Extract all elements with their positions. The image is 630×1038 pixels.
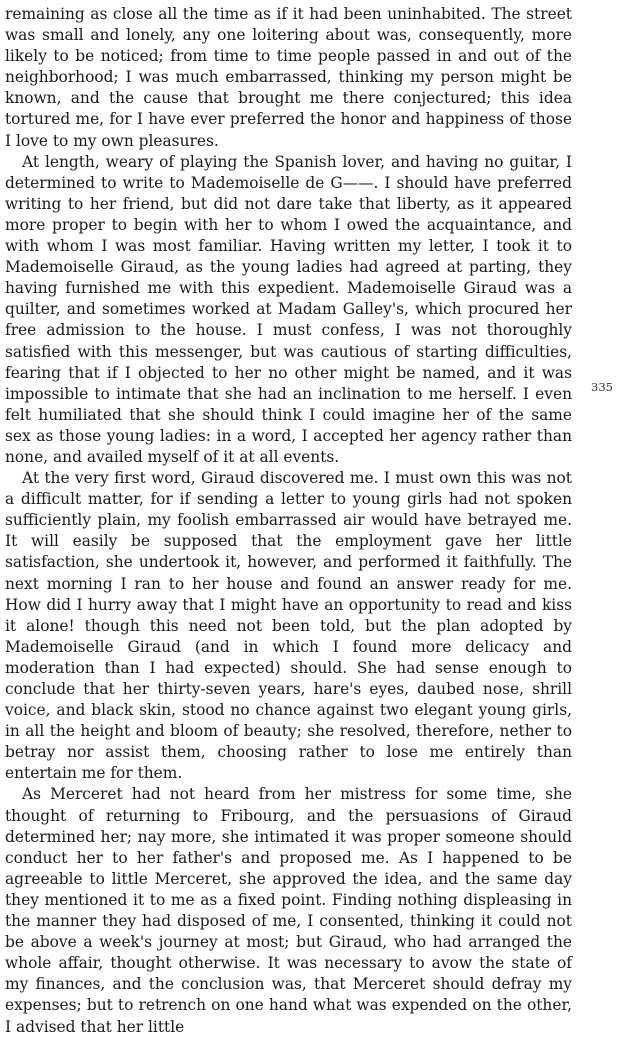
page-text — [5, 4, 572, 1038]
paragraph-2: At length, weary of playing the Spanish lover, and having no guitar, I determined to write to Mademoiselle de G——. I should have preferred writing to her friend, but did not dare take that liberty, as it appeared more proper to begin with her to whom I owed the acquaintance, and with whom I was most familiar. Having written my letter, I took it to Mademoiselle Giraud, as the young ladies had agreed at parting, they having furnished me with this expedient. Mademoiselle Giraud was a quilter, and sometimes worked at Madam Galley's, which procured her free admission to the house. I must confess, I was not thoroughly satisfied with this messenger, but was cautious of starting difficulties, fearing that if I objected to her no other might be named, and it was impossible to intimate that she had an inclination to me herself. I even felt humiliated that she should think I could imagine her of the same sex as those young ladies: in a word, I accepted her agency rather than none, and availed myself of it at all events. — [5, 152, 572, 466]
paragraph-1: remaining as close all the time as if it had been uninhabited. The street was small and lonely, any one loitering about was, consequently, more likely to be noticed; from time to time people passed in and out of the neighborhood; I was much embarrassed, thinking my person might be known, and the cause that brought me there conjectured; this idea tortured me, for I have ever preferred the honor and happiness of those I love to my own pleasures. — [5, 5, 572, 150]
paragraph-4: As Merceret had not heard from her mistress for some time, she thought of returning to Fribourg, and the persuasions of Giraud determined her; nay more, she intimated it was proper someone should conduct her to her father's and proposed me. As I happened to be agreeable to little Merceret, she approved the idea, and the same day they mentioned it to me as a fixed point. Finding nothing displeasing in the manner they had disposed of me, I consented, thinking it could not be above a week's journey at most; but Giraud, who had arranged the whole affair, thought otherwise. It was necessary to avow the state of my finances, and the conclusion was, that Merceret should defray my expenses; but to retrench on one hand what was expended on the other, I advised that her little — [5, 785, 572, 1036]
page-number: 335 — [591, 380, 613, 394]
paragraph-3: At the very first word, Giraud discovered me. I must own this was not a difficult matter, for if sending a letter to young girls had not spoken sufficiently plain, my foolish embarrassed air would have betrayed me. It will easily be supposed that the employment gave her little satisfaction, she undertook it, however, and performed it faithfully. The next morning I ran to her house and found an answer ready for me. How did I hurry away that I might have an opportunity to read and kiss it alone! though this need not been told, but the plan adopted by Mademoiselle Giraud (and in which I found more delicacy and moderation than I had expected) should. She had sense enough to conclude that her thirty-seven years, hare's eyes, daubed nose, shrill voice, and black skin, stood no chance against two elegant young girls, in all the height and bloom of beauty; she resolved, therefore, nether to betray nor assist them, choosing rather to lose me entirely than entertain me for them. — [5, 469, 572, 783]
